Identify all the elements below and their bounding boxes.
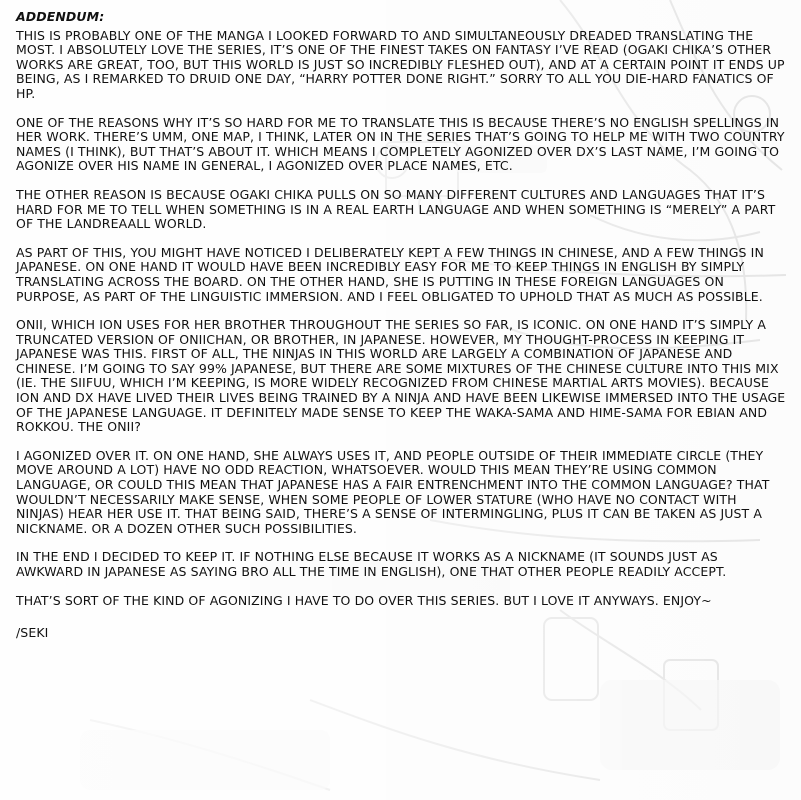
paragraph-5: ONII, WHICH ION USES FOR HER BROTHER THROUGHOUT THE SERIES SO FAR, IS ICONIC. ON ONE HAND IT’S SIMPLY A TRUNCATED VERSION OF ONIICHAN, OR BROTHER, IN JAPANESE. HOWEVER, MY THOUGHT-PROCESS IN KEEPING IT JAPANESE WAS THIS. FIRST OF ALL, THE NINJAS IN THIS WORLD ARE LARGELY A COMBINATION OF JAPANESE AND CHINESE. I’M GOING TO SAY 99% JAPANESE, BUT THERE ARE SOME MIXTURES OF THE CHINESE CULTURE INTO THIS MIX (IE. THE SIIFUU, WHICH I’M KEEPING, IS MORE WIDELY RECOGNIZED FROM CHINESE MARTIAL ARTS MOVIES). BECAUSE ION AND DX HAVE LIVED THEIR LIVES BEING TRAINED BY A NINJA AND HAVE BEEN LIKEWISE IMMERSED INTO THE USAGE OF THE JAPANESE LANGUAGE. IT DEFINITELY MADE SENSE TO KEEP THE WAKA-SAMA AND HIME-SAMA FOR EBIAN AND ROKKOU. THE ONII? <box>16 317 786 435</box>
signature: /SEKI <box>16 625 49 641</box>
paragraph-7: IN THE END I DECIDED TO KEEP IT. IF NOTHING ELSE BECAUSE IT WORKS AS A NICKNAME (IT SOUNDS JUST AS AWKWARD IN JAPANESE AS SAYING BRO ALL THE TIME IN ENGLISH), ONE THAT OTHER PEOPLE READILY ACCEPT. <box>16 549 727 579</box>
addendum-heading: ADDENDUM: <box>16 9 105 24</box>
paragraph-8: THAT’S SORT OF THE KIND OF AGONIZING I HAVE TO DO OVER THIS SERIES. BUT I LOVE IT ANYWAYS. ENJOY~ <box>16 592 712 608</box>
paragraph-4: AS PART OF THIS, YOU MIGHT HAVE NOTICED I DELIBERATELY KEPT A FEW THINGS IN CHINESE, AND A FEW THINGS IN JAPANESE. ON ONE HAND IT WOULD HAVE BEEN INCREDIBLY EASY FOR ME TO KEEP THINGS IN ENGLISH BY SIMPLY TRANSLATING ACROSS THE BOARD. ON THE OTHER HAND, SHE IS PUTTING IN THESE FOREIGN LANGUAGES ON PURPOSE, AS PART OF THE LINGUISTIC IMMERSION. AND I FEEL OBLIGATED TO UPHOLD THAT AS MUCH AS POSSIBLE. <box>16 244 764 304</box>
paragraph-3: THE OTHER REASON IS BECAUSE OGAKI CHIKA PULLS ON SO MANY DIFFERENT CULTURES AND LANGUAGES THAT IT’S HARD FOR ME TO TELL WHEN SOMETHING IS IN A REAL EARTH LANGUAGE AND WHEN SOMETHING IS “MERELY” A PART OF THE LANDREAALL WORLD. <box>16 186 776 232</box>
paragraph-1: THIS IS PROBABLY ONE OF THE MANGA I LOOKED FORWARD TO AND SIMULTANEOUSLY DREADED TRANSLATING THE MOST. I ABSOLUTELY LOVE THE SERIES, IT’S ONE OF THE FINEST TAKES ON FANTASY I’VE READ (OGAKI CHIKA’S OTHER WORKS ARE GREAT, TOO, BUT THIS WORLD IS JUST SO INCREDIBLY FLESHED OUT), AND AT A CERTAIN POINT IT ENDS UP BEING, AS I REMARKED TO DRUID ONE DAY, “HARRY POTTER DONE RIGHT.” SORRY TO ALL YOU DIE-HARD FANATICS OF HP. <box>16 27 785 101</box>
addendum-text-block <box>16 10 786 641</box>
paragraph-6: I AGONIZED OVER IT. ON ONE HAND, SHE ALWAYS USES IT, AND PEOPLE OUTSIDE OF THEIR IMMEDIATE CIRCLE (THEY MOVE AROUND A LOT) HAVE NO ODD REACTION, WHATSOEVER. WOULD THIS MEAN THEY’RE USING COMMON LANGUAGE, OR COULD THIS MEAN THAT JAPANESE HAS A FAIR ENTRENCHMENT INTO THE COMMON LANGUAGE? THAT WOULDN’T NECESSARILY MAKE SENSE, WHEN SOME PEOPLE OF LOWER STATURE (WHO HAVE NO CONTACT WITH NINJAS) HEAR HER USE IT. THAT BEING SAID, THERE’S A SENSE OF INTERMINGLING, PLUS IT CAN BE TAKEN AS JUST A NICKNAME. OR A DOZEN OTHER SUCH POSSIBILITIES. <box>16 447 770 536</box>
paragraph-2: ONE OF THE REASONS WHY IT’S SO HARD FOR ME TO TRANSLATE THIS IS BECAUSE THERE’S NO ENGLISH SPELLINGS IN HER WORK. THERE’S UMM, ONE MAP, I THINK, LATER ON IN THE SERIES THAT’S GOING TO HELP ME WITH TWO COUNTRY NAMES (I THINK), BUT THAT’S ABOUT IT. WHICH MEANS I COMPLETELY AGONIZED OVER DX’S LAST NAME, I’M GOING TO AGONIZE OVER HIS NAME IN GENERAL, I AGONIZED OVER PLACE NAMES, ETC. <box>16 114 785 174</box>
